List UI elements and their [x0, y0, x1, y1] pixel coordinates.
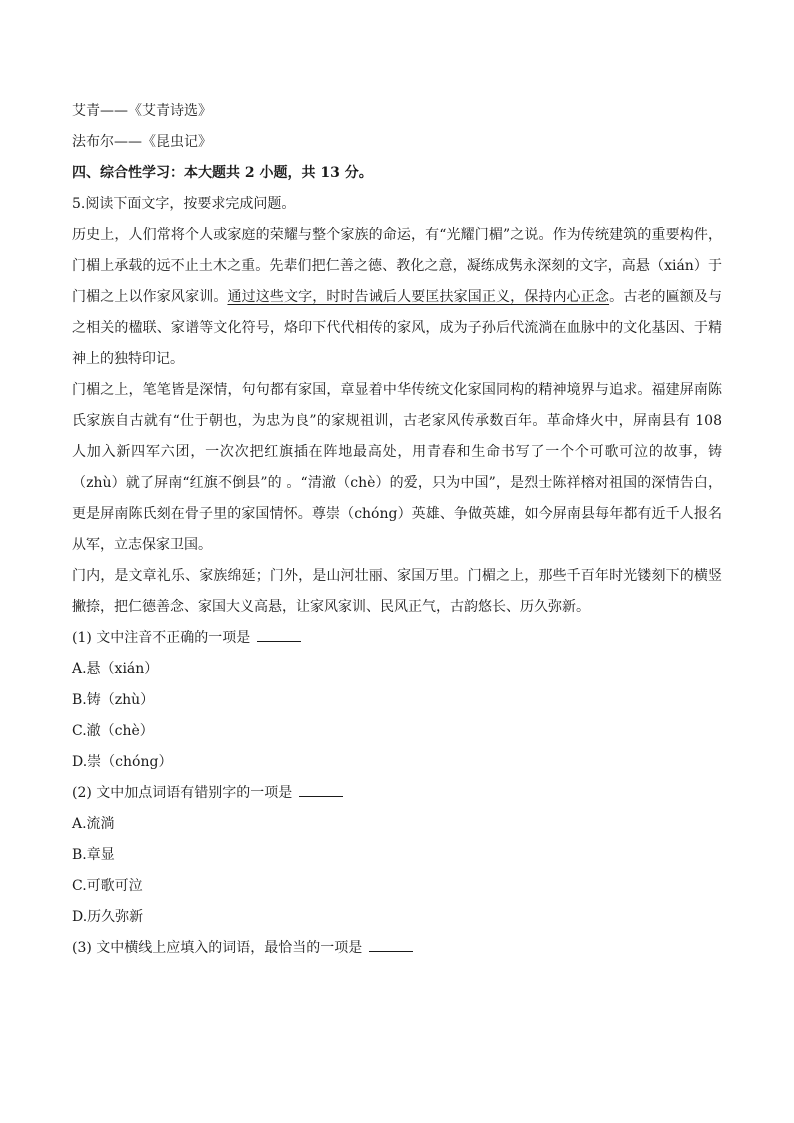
passage-paragraph-1: [72, 220, 722, 375]
answer-blank: [257, 627, 301, 642]
passage-p1-text: 历史上，人们常将个人或家庭的荣耀与整个家族的命运，有“光耀门楣”之说。作为传统建筑的重要构件，门楣上承载的远不止土木之重。先辈们把仁善之德、教化之意，凝练成隽永深刻的文字，高悬（xián）于门楣之上以作家风家训。: [72, 227, 722, 305]
q1-stem: [72, 623, 722, 654]
answer-blank: [299, 782, 343, 797]
book-line-1: 艾青——《艾青诗选》: [72, 103, 212, 119]
answer-blank: [369, 937, 413, 952]
q3-stem-text: (3) 文中横线上应填入的词语，最恰当的一项是: [72, 940, 367, 956]
book-line-2: 法布尔——《昆虫记》: [72, 134, 212, 150]
q2-option-b: B.章显: [72, 847, 115, 863]
passage-paragraph-3: 门内，是文章礼乐、家族绵延；门外，是山河壮丽、家国万里。门楣之上，那些千百年时光镂刻下的横竖撇捺，把仁德善念、家国大义高悬，让家风家训、民风正气，古韵悠长、历久弥新。: [72, 568, 722, 615]
question-intro: 5.阅读下面文字，按要求完成问题。: [72, 196, 296, 212]
document-page: [72, 96, 722, 964]
q1-option-c: C.澈（chè）: [72, 723, 154, 739]
passage-paragraph-2: 门楣之上，笔笔皆是深情，句句都有家国，章显着中华传统文化家国同构的精神境界与追求。福建屏南陈氏家族自古就有“仕于朝也，为忠为良”的家规祖训，古老家风传承数百年。革命烽火中，屏南县有 108 人加入新四军六团，一次次把红旗插在阵地最高处，用青春和生命书写了一个个可歌可泣的故事，铸（zhù）就了屏南“红旗不倒县”的 。“清澈（chè）的爱，只为中国”，是烈士陈祥榕对祖国的深情告白，更是屏南陈氏刻在骨子里的家国情怀。尊崇（chóng）英雄、争做英雄，如今屏南县每年都有近千人报名从军，立志保家卫国。: [72, 382, 722, 553]
q2-option-a: A.流淌: [72, 816, 115, 832]
q1-option-d: D.崇（chóng）: [72, 754, 173, 770]
q2-stem: [72, 778, 722, 809]
q2-stem-text: (2) 文中加点词语有错别字的一项是: [72, 785, 297, 801]
q2-option-d: D.历久弥新: [72, 909, 144, 925]
section-heading: 四、综合性学习：本大题共 2 小题，共 13 分。: [72, 165, 373, 181]
passage-p1-tail: 。古老的匾额及与之相关的楹联、家谱等文化符号，烙印下代代相传的家风，成为子孙后代流淌在血脉中的文化基因、于精神上的独特印记。: [72, 289, 723, 367]
q1-option-b: B.铸（zhù）: [72, 692, 155, 708]
underlined-sentence: 通过这些文字，时时告诫后人要匡扶家国正义，保持内心正念: [227, 289, 610, 305]
q3-stem: [72, 933, 722, 964]
q2-option-c: C.可歌可泣: [72, 878, 143, 894]
q1-stem-text: (1) 文中注音不正确的一项是: [72, 630, 255, 646]
q1-option-a: A.悬（xián）: [72, 661, 159, 677]
